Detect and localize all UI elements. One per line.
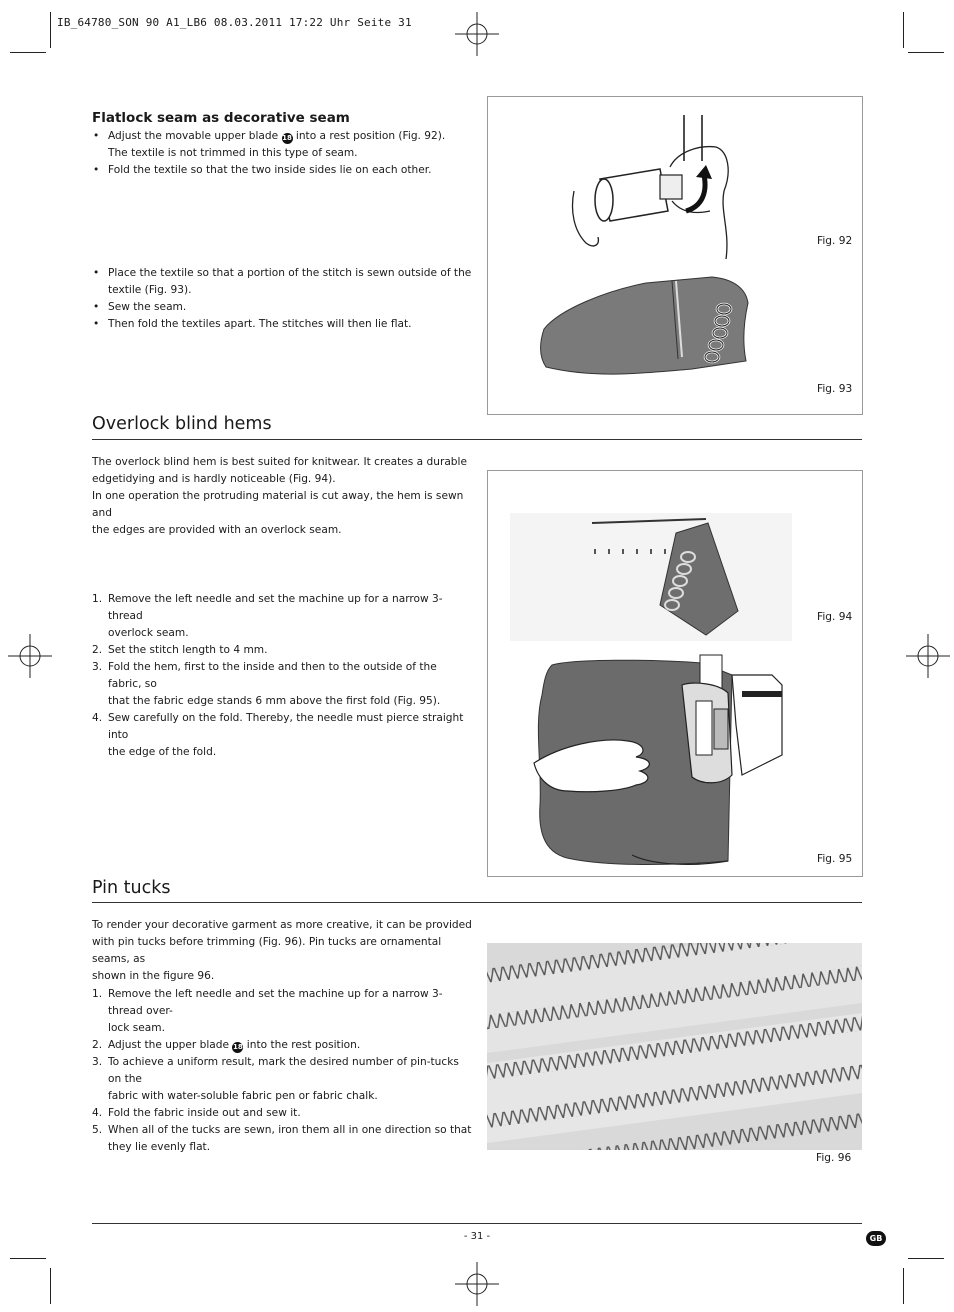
fig-94-label: Fig. 94 bbox=[817, 611, 853, 623]
figure-box-94-95 bbox=[487, 470, 863, 877]
blind-hem-fabric-illustration bbox=[510, 513, 792, 641]
overlock-intro: The overlock blind hem is best suited for knitwear. It creates a durable edgetidying and is hardly noticeable (Fig. 94). In one operation the protruding material is cut away, the hem is sewn and the edges are provided with an overlock seam. bbox=[92, 456, 467, 536]
pintucks-rule bbox=[92, 902, 862, 903]
hand-adjusting-blade-illustration bbox=[560, 111, 740, 261]
footer-rule bbox=[92, 1223, 862, 1224]
print-slug: IB_64780_SON 90 A1_LB6 08.03.2011 17:22 Uhr Seite 31 bbox=[57, 16, 412, 29]
flatlock-bullets-2 bbox=[92, 265, 472, 333]
fig-96-label: Fig. 96 bbox=[816, 1152, 852, 1164]
list-item: 2. Set the stitch length to 4 mm. bbox=[92, 644, 268, 656]
overlock-heading: Overlock blind hems bbox=[92, 414, 272, 434]
fabric-with-stitch-illustration bbox=[536, 269, 776, 397]
list-item: 4. Fold the fabric inside out and sew it. bbox=[92, 1107, 301, 1119]
overlock-rule bbox=[92, 439, 862, 440]
language-badge: GB bbox=[866, 1231, 886, 1246]
list-item: 3. Fold the hem, first to the inside and then to the outside of the fabric, so that the fabric edge stands 6 mm above the first fold (Fig. 95). bbox=[92, 661, 441, 707]
registration-mark-left bbox=[8, 634, 52, 678]
list-item: 3. To achieve a uniform result, mark the desired number of pin-tucks on the fabric with water-soluble fabric pen or fabric chalk. bbox=[92, 1056, 459, 1102]
pintucks-steps bbox=[92, 986, 472, 1156]
flatlock-heading: Flatlock seam as decorative seam bbox=[92, 110, 350, 126]
list-item: 1. Remove the left needle and set the machine up for a narrow 3-thread overlock seam. bbox=[92, 593, 443, 639]
list-item: 5. When all of the tucks are sewn, iron them all in one direction so that they lie evenly flat. bbox=[92, 1124, 472, 1153]
fig-92-label: Fig. 92 bbox=[817, 235, 853, 247]
list-item: • Fold the textile so that the two inside sides lie on each other. bbox=[92, 162, 472, 179]
fig-95-label: Fig. 95 bbox=[817, 853, 853, 865]
figure-box-92-93 bbox=[487, 96, 863, 415]
list-item: • Sew the seam. bbox=[92, 299, 472, 316]
registration-mark-top bbox=[455, 12, 499, 56]
fig-93-label: Fig. 93 bbox=[817, 383, 853, 395]
registration-mark-right bbox=[906, 634, 950, 678]
list-item: 2. Adjust the upper blade 18 into the rest position. bbox=[92, 1039, 361, 1051]
registration-mark-bottom bbox=[455, 1262, 499, 1306]
flatlock-bullets-1 bbox=[92, 128, 472, 179]
list-item: • Place the textile so that a portion of the stitch is sewn outside of the textile (Fig. 93). bbox=[92, 265, 472, 299]
part-18-marker: 18 bbox=[282, 134, 292, 142]
part-18-marker: 18 bbox=[233, 1043, 243, 1051]
list-item: • Adjust the movable upper blade 18 into a rest position (Fig. 92). The textile is not trimmed in this type of seam. bbox=[92, 128, 472, 162]
page-number: - 31 - bbox=[463, 1231, 491, 1242]
sewing-machine-presser-foot-illustration bbox=[532, 645, 802, 871]
pintucks-intro: To render your decorative garment as more creative, it can be provided with pin tucks before trimming (Fig. 96). Pin tucks are ornamental seams, as shown in the figure 96. bbox=[92, 919, 472, 982]
list-item: 1. Remove the left needle and set the machine up for a narrow 3-thread over- lock seam. bbox=[92, 988, 443, 1034]
pintucks-heading: Pin tucks bbox=[92, 878, 171, 898]
list-item: 4. Sew carefully on the fold. Thereby, the needle must pierce straight into the edge of the fold. bbox=[92, 712, 464, 758]
pin-tucks-photo bbox=[487, 943, 862, 1150]
list-item: • Then fold the textiles apart. The stitches will then lie flat. bbox=[92, 316, 472, 333]
overlock-steps bbox=[92, 591, 472, 761]
